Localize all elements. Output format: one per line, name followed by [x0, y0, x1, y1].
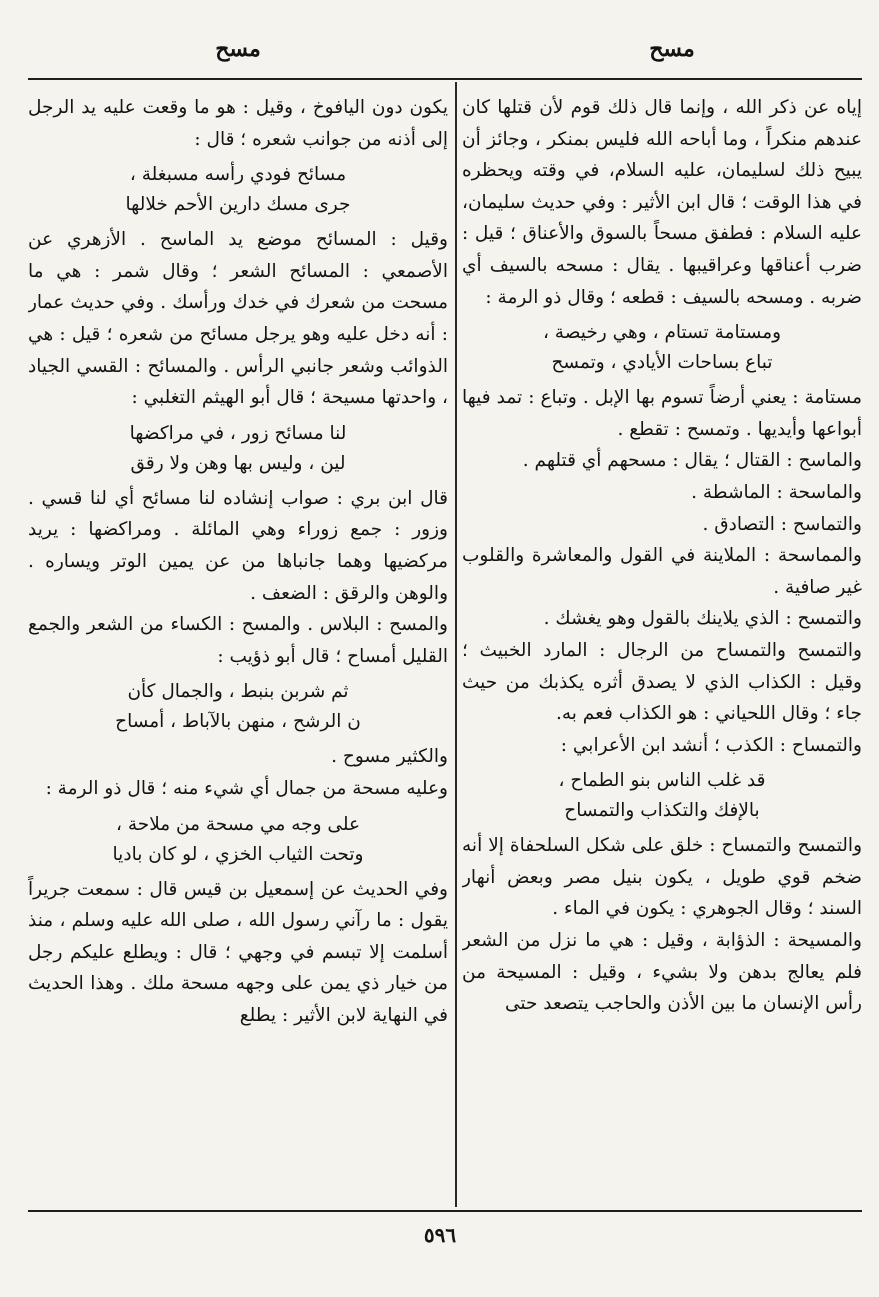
running-head-right: مسح: [649, 36, 695, 62]
paragraph: قال ابن بري : صواب إنشاده لنا مسائح أي لنا قسي . وزور : جمع زوراء وهي المائلة . ومراكضها : يريد مركضيها وهما جانباها من عن يمين الوتر ويساره . والوهن والرقق : الضعف .: [28, 487, 448, 604]
verse-line: جرى مسك دارين الأحم خلالها: [125, 194, 351, 216]
header-rule: [28, 78, 862, 80]
left-column: [28, 92, 448, 1202]
verse-line: ثم شربن بنبط ، والجمال كأن: [127, 681, 349, 703]
verse-line: مسائح فودي رأسه مسبغلة ،: [129, 164, 347, 186]
right-column: [462, 92, 862, 1202]
paragraph: والتماسح : التصادق .: [702, 513, 862, 535]
paragraph: والتمسح : الذي يلاينك بالقول وهو يغشك .: [543, 608, 862, 630]
paragraph: والمسيحة : الذؤابة ، وقيل : هي ما نزل من الشعر فلم يعالج بدهن ولا بشيء ، وقيل : المسيحة من رأس الإنسان ما بين الأذن والحاجب يتصعد حتى: [462, 930, 862, 1015]
paragraph: والماسح : القتال ؛ يقال : مسحهم أي قتلهم .: [522, 450, 862, 472]
page-number: ٥٩٦: [423, 1223, 457, 1247]
verse: [28, 155, 448, 224]
paragraph: وفي الحديث عن إسمعيل بن قيس قال : سمعت جريراً يقول : ما رآني رسول الله ، صلى الله عليه وسلم ، منذ أسلمت إلا تبسم في وجهي ؛ قال : ويطلع عليكم رجل من خيار ذي يمن على وجهه مسحة ملك . وهذا الحديث في النهاية لابن الأثير : يطلع: [28, 878, 448, 1026]
paragraph: والتمسح والتمساح من الرجال : المارد الخبيث ؛ وقيل : الكذاب الذي لا يصدق أثره يكذبك من حيث جاء ؛ وقال اللحياني : هو الكذاب فعم به.: [462, 639, 862, 725]
verse-line: تباع بساحات الأيادي ، وتمسح: [551, 352, 773, 374]
verse-line: قد غلب الناس بنو الطماح ،: [558, 770, 766, 792]
verse-line: وتحت الثياب الخزي ، لو كان باديا: [112, 843, 364, 865]
verse: [462, 313, 862, 382]
verse-line: على وجه مي مسحة من ملاحة ،: [115, 813, 361, 835]
column-divider: [455, 82, 457, 1207]
paragraph: إياه عن ذكر الله ، وإنما قال ذلك قوم لأن قتلها كان عندهم منكراً ، وما أباحه الله فليس بمنكر ، وجائز أن يبيح ذلك لسليمان، عليه السلام، في وقته ويحظره في هذا الوقت ؛ قال ابن الأثير : وفي حديث سليمان، عليه السلام : فطفق مسحاً بالسوق والأعناق ؛ قيل : ضرب أعناقها وعراقيبها . يقال : مسحه بالسيف أي ضربه . ومسحه بالسيف : قطعه ؛ وقال ذو الرمة :: [462, 97, 862, 308]
paragraph: والتمسح والتمساح : خلق على شكل السلحفاة إلا أنه ضخم قوي طويل ، يكون بنيل مصر وبعض أنهار السند ؛ وقال الجوهري : يكون في الماء .: [462, 835, 862, 920]
verse: [28, 414, 448, 483]
verse: [462, 761, 862, 830]
verse-line: لنا مسائح زور ، في مراكضها: [129, 422, 347, 444]
footer-rule: [28, 1210, 862, 1212]
paragraph: وقيل : المسائح موضع يد الماسح . الأزهري عن الأصمعي : المسائح الشعر ؛ وقال شمر : هي ما مسحت من شعرك في خدك ورأسك . وفي حديث عمار : أنه دخل عليه وهو يرجل مسائح من شعره ؛ قيل : هي الذوائب وشعر جانبي الرأس . والمسائح : القسي الجياد ، واحدتها مسيحة ؛ قال أبو الهيثم التغلبي :: [28, 229, 448, 409]
verse: [28, 672, 448, 741]
paragraph: والكثير مسوح .: [331, 746, 448, 768]
verse-line: ومستامة تستام ، وهي رخيصة ،: [542, 322, 782, 344]
paragraph: والمماسحة : الملاينة في القول والمعاشرة والقلوب غير صافية .: [462, 545, 862, 598]
verse-line: ن الرشح ، منهن بالآباط ، أمساح: [115, 711, 361, 733]
paragraph: والماسحة : الماشطة .: [691, 481, 862, 503]
paragraph: وعليه مسحة من جمال أي شيء منه ؛ قال ذو الرمة :: [45, 777, 448, 799]
paragraph: يكون دون اليافوخ ، وقيل : هو ما وقعت عليه يد الرجل إلى أذنه من جوانب شعره ؛ قال :: [28, 97, 448, 150]
verse: [28, 805, 448, 874]
verse-line: لين ، وليس بها وهن ولا رقق: [130, 452, 346, 474]
verse-line: بالإفك والتكذاب والتمساح: [564, 800, 760, 822]
paragraph: والتمساح : الكذب ؛ أنشد ابن الأعرابي :: [560, 734, 862, 756]
running-head-left: مسح: [215, 36, 261, 62]
paragraph: مستامة : يعني أرضاً تسوم بها الإبل . وتباع : تمد فيها أبواعها وأيديها . وتمسح : تقطع .: [462, 387, 862, 440]
paragraph: والمسح : البلاس . والمسح : الكساء من الشعر والجمع القليل أمساح ؛ قال أبو ذؤيب :: [28, 614, 448, 667]
